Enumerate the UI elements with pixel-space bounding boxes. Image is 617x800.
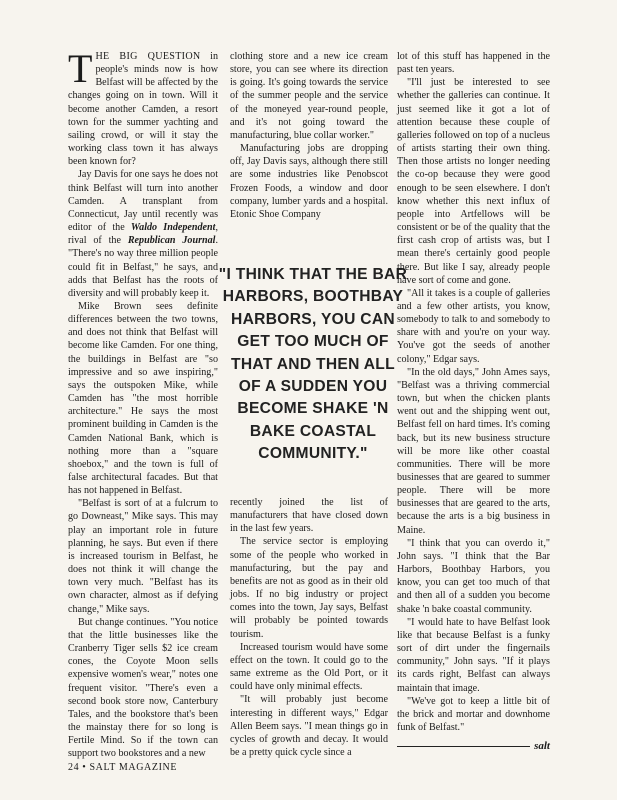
end-signoff: salt bbox=[534, 740, 550, 753]
paragraph: "I would hate to have Belfast look like that because Belfast is a funky sort of dirt under the fingernails community," John says. "If it plays its cards right, Belfast can always maintain that image. bbox=[397, 616, 550, 694]
paragraph: Manufacturing jobs are dropping off, Jay Davis says, although there still are some industries like Penobscot Frozen Foods, a window and door company, lumber yards and a hospital. Etonic Shoe Company bbox=[230, 143, 388, 220]
column-2-top bbox=[230, 50, 388, 221]
paragraph: Mike Brown sees definite differences between the two towns, and does not think that Belfast will become like Camden. For one thing, the buildings in Belfast are "so impressive and so awe inspiring," says the outspoken Mike, while Camden has "the most horrible architecture." He says the most prominent building in Camden is the Camden National Bank, which is nothing more than a "square shoebox," and the town is full of false architectural facades. But that has not happened in Belfast. bbox=[68, 300, 218, 497]
publication-name: Waldo Independent bbox=[130, 222, 216, 234]
opening-paragraph: THE BIG QUESTION in people's minds now is how Belfast will be affected by the changes going on in town. Will it become another Camden, a resort town for the summer yachting and sailing crowd, or will it stay the working class town it has always been known for? bbox=[68, 46, 218, 168]
pull-quote: "I THINK THAT THE BAR HARBORS, BOOTHBAY HARBORS, YOU CAN GET TOO MUCH OF THAT AND THEN ALL OF A SUDDEN YOU BECOME SHAKE 'N BAKE COASTAL COMMUNITY." bbox=[218, 266, 408, 463]
publication-name: Republican Journal bbox=[127, 235, 216, 247]
paragraph: "I think that you can overdo it," John says. "I think that the Bar Harbors, Boothbay Harbors, you know, you can get too much of that and then all of a sudden you become shake 'n bake coastal community. bbox=[397, 537, 550, 615]
paragraph: "I'll just be interested to see whether the galleries can continue. It just seemed like it got a lot of attention because these couple of galleries followed on top of a nucleus of artists starting their own thing. Then those artists no longer needing the co-op because they were good enough to be seen elsewhere. I don't know whether this next influx of people into Artfellows will be consistent or be of the quality that the first cash crop of artists was, but I mean there's certainly good people there. But like I say, already people have sort of come and gone. bbox=[397, 77, 550, 286]
end-mark bbox=[397, 740, 550, 753]
lead-in: HE BIG QUESTION bbox=[95, 51, 201, 62]
page-footer: 24 • SALT MAGAZINE bbox=[68, 762, 178, 773]
paragraph: Increased tourism would have some effect on the town. It could go to the same extreme as the Old Port, or it could have only minimal effects. bbox=[230, 641, 388, 693]
paragraph: clothing store and a new ice cream store, you can see where its direction is going. It's going towards the service of the summer people and the service of the moneyed year-round people, and it's not going toward the manufacturing, blue collar worker." bbox=[230, 51, 388, 141]
paragraph: "It will probably just become interesting in different ways," Edgar Allen Beem says. "I mean things go in cycles of growth and decay. It would be a pretty quick cycle since a bbox=[230, 694, 388, 758]
paragraph: Jay Davis for one says he does not think Belfast will turn into another Camden. A transplant from Connecticut, Jay until recently was editor of the Waldo Independent, rival of the Republican Journal. "There's no way three million people could fit in Belfast," he says, and adds that Belfast has the roots of diversity and will probably keep it. bbox=[68, 169, 218, 299]
column-2-bottom bbox=[230, 496, 388, 759]
article-column-1 bbox=[68, 46, 218, 760]
paragraph: "In the old days," John Ames says, "Belfast was a thriving commercial town, but when the chicken plants went out and the shipping went out, Belfast fell on hard times. It's coming back, but its new business structure will be more like other coastal communities. There will be more businesses that are geared to summer people. There will be more businesses that are geared to the arts, because the arts is a big business in Maine. bbox=[397, 366, 550, 536]
paragraph: recently joined the list of manufacturers that have closed down in the last few years. bbox=[230, 497, 388, 535]
paragraph: But change continues. "You notice that the little businesses like the Cranberry Tiger sells $2 ice cream cones, the Coyote Moon sells expensive women's wear," notes one frequent visitor. "There's even a second book store now, Canterbury Tales, and the bookstore that's been the mainstay there for so long is Fertile Mind. So if the town can support two bookstores and a new bbox=[68, 616, 218, 760]
article-column-3 bbox=[397, 50, 550, 753]
end-rule bbox=[397, 746, 530, 747]
drop-cap: T bbox=[68, 46, 93, 91]
paragraph: "We've got to keep a little bit of the brick and mortar and downhome funk of Belfast." bbox=[397, 695, 550, 733]
paragraph: lot of this stuff has happened in the past ten years. bbox=[397, 51, 550, 76]
paragraph: "All it takes is a couple of galleries and a few other artists, you know, somebody to talk to and somebody to share with and you're on your way. You've got the seeds of another colony," Edgar says. bbox=[397, 287, 550, 365]
paragraph: "Belfast is sort of at a fulcrum to go Downeast," Mike says. This may play an important role in future planning, he says. But even if there is increased tourism in Belfast, he does not think it will change the town very much. "Belfast has its own character, almost as if defying change," Mike says. bbox=[68, 498, 218, 615]
paragraph: The service sector is employing some of the people who worked in manufacturing, but the pay and benefits are not as good as in their old jobs. If no big industry or project comes into the town, Jay says, Belfast will probably be pointed towards tourism. bbox=[230, 536, 388, 640]
